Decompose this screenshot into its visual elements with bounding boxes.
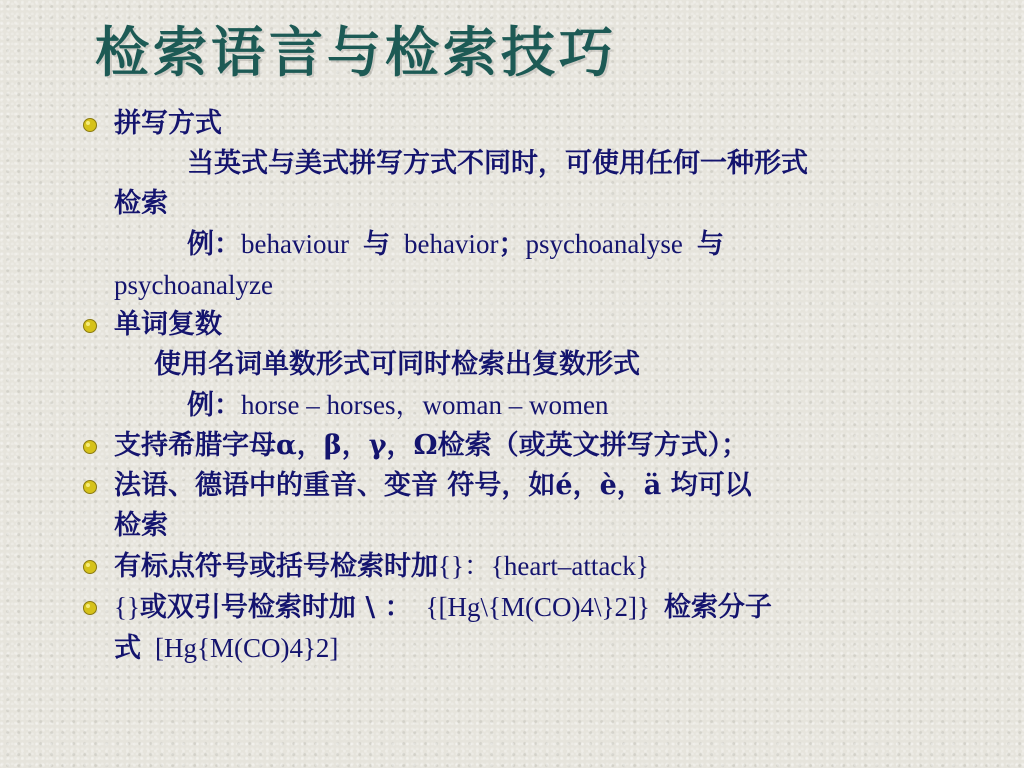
bullet-icon: [82, 479, 98, 495]
bullet-text: 法语、德语中的重音、变音 符号，如é，è，ä 均可以: [114, 470, 752, 501]
bullet-text: 有标点符号或括号检索时加: [114, 551, 438, 582]
escape-cont: [82, 628, 982, 669]
bullet-heading: 单词复数: [114, 309, 222, 340]
bullet-text: 式: [114, 633, 141, 664]
bullet-text: 支持希腊字母α，β，γ，Ω检索（或英文拼写方式）；: [114, 430, 749, 461]
code-sample: [Hg{M(CO)4}2]: [155, 633, 339, 663]
code-sample: {}: [114, 592, 140, 622]
bullet-escape: [82, 587, 982, 628]
example-word: behavior: [403, 229, 499, 259]
example-sep: ；: [498, 229, 526, 260]
example-word: behaviour: [241, 229, 349, 259]
example-label: 例：: [187, 390, 241, 421]
plural-example-line: [82, 385, 982, 426]
bullet-heading: 拼写方式: [114, 108, 222, 139]
example-word: psychoanalyse: [525, 229, 683, 259]
bullet-text: 或双引号检索时加 \ ：: [139, 592, 412, 623]
bullet-icon: [82, 559, 98, 575]
bullet-text: 检索分子: [663, 592, 772, 623]
example-and: 与: [362, 229, 390, 260]
spelling-desc-line1: 当英式与美式拼写方式不同时，可使用任何一种形式: [187, 148, 808, 179]
accents-cont: 检索: [114, 510, 168, 541]
slide-title: 检索语言与检索技巧: [95, 21, 617, 84]
bullet-plural: [82, 305, 982, 345]
spelling-desc-line2: 检索: [114, 188, 168, 219]
bullet-icon: [82, 117, 98, 133]
code-sample: {}：{heart–attack}: [438, 551, 649, 581]
spelling-example-line: [82, 224, 982, 265]
spelling-example-cont: psychoanalyze: [114, 270, 273, 300]
example-label: 例：: [187, 229, 241, 260]
bullet-icon: [82, 439, 98, 455]
slide-body: [82, 104, 982, 669]
bullet-greek: [82, 426, 982, 466]
bullet-spelling: [82, 104, 982, 144]
example-and: 与: [696, 229, 724, 260]
example-text: horse – horses，woman – women: [241, 390, 609, 420]
bullet-icon: [82, 600, 98, 616]
code-sample: {[Hg\{M(CO)4\}2]}: [425, 592, 650, 622]
bullet-punctuation: [82, 546, 982, 587]
plural-desc: 使用名词单数形式可同时检索出复数形式: [154, 349, 640, 380]
bullet-icon: [82, 318, 98, 334]
bullet-accents: [82, 466, 982, 506]
